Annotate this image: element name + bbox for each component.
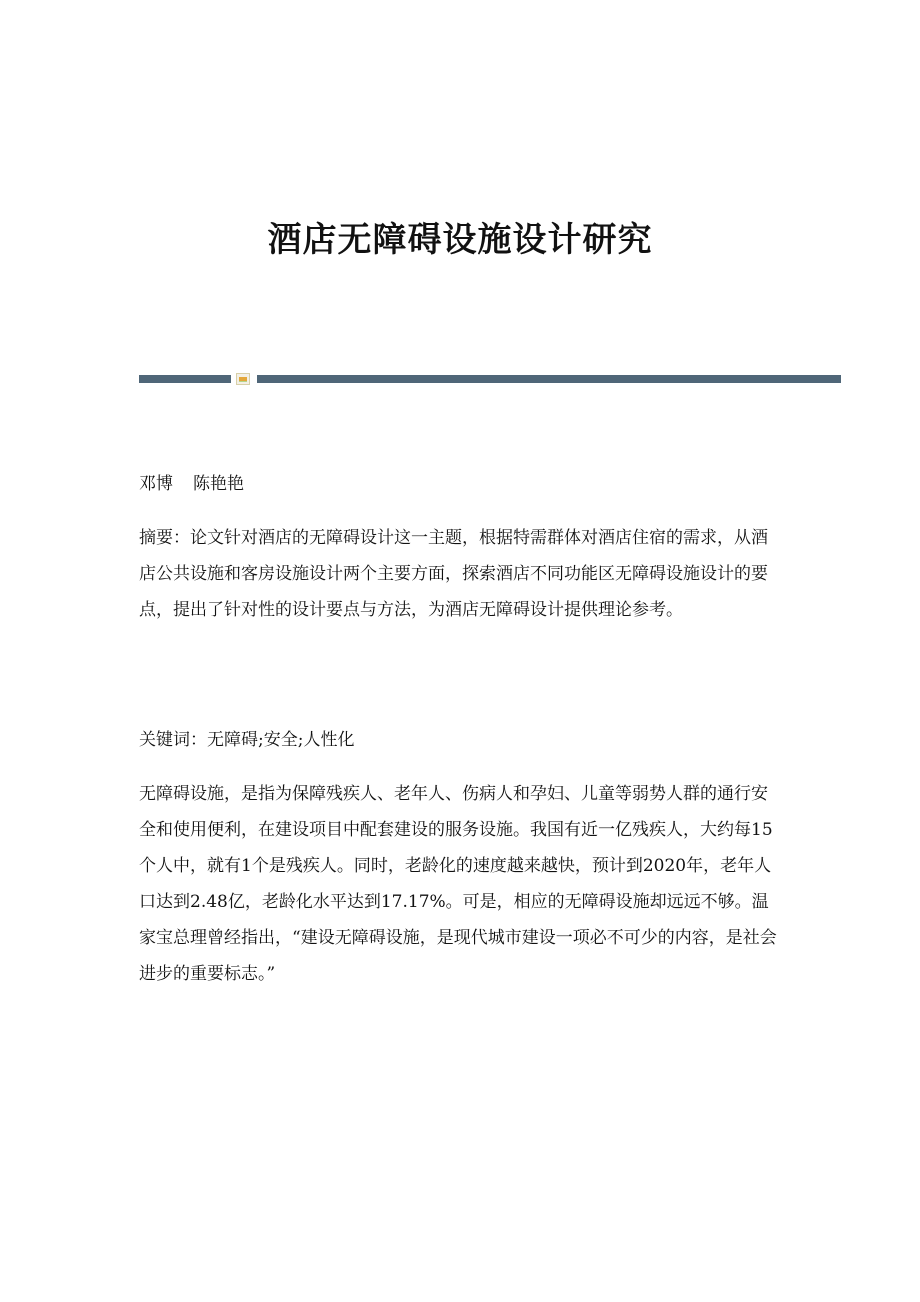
abstract-label: 摘要： bbox=[139, 528, 190, 548]
divider-ornament-icon bbox=[236, 373, 250, 385]
divider-right-segment bbox=[257, 375, 841, 383]
divider-left-segment bbox=[139, 375, 231, 383]
abstract-text: 论文针对酒店的无障碍设计这一主题，根据特需群体对酒店住宿的需求，从酒店公共设施和客房设施设计两个主要方面，探索酒店不同功能区无障碍设施设计的要点，提出了针对性的设计要点与方法，为酒店无障碍设计提供理论参考。 bbox=[139, 528, 768, 620]
document-title: 酒店无障碍设施设计研究 bbox=[267, 220, 653, 260]
author-1: 邓博 bbox=[139, 474, 173, 494]
keywords-label: 关键词： bbox=[139, 730, 207, 750]
authors bbox=[139, 466, 784, 502]
body-paragraph: 无障碍设施，是指为保障残疾人、老年人、伤病人和孕妇、儿童等弱势人群的通行安全和使用便利，在建设项目中配套建设的服务设施。我国有近一亿残疾人，大约每15个人中，就有1个是残疾人。同时，老龄化的速度越来越快，预计到2020年，老年人口达到2.48亿，老龄化水平达到17.17%。可是，相应的无障碍设施却远远不够。温家宝总理曾经指出，“建设无障碍设施，是现代城市建设一项必不可少的内容，是社会进步的重要标志。” bbox=[139, 784, 777, 984]
keywords bbox=[139, 722, 784, 758]
abstract bbox=[139, 520, 784, 628]
author-2: 陈艳艳 bbox=[193, 474, 244, 494]
keywords-text: 无障碍;安全;人性化 bbox=[207, 730, 355, 750]
title-divider bbox=[139, 374, 841, 386]
